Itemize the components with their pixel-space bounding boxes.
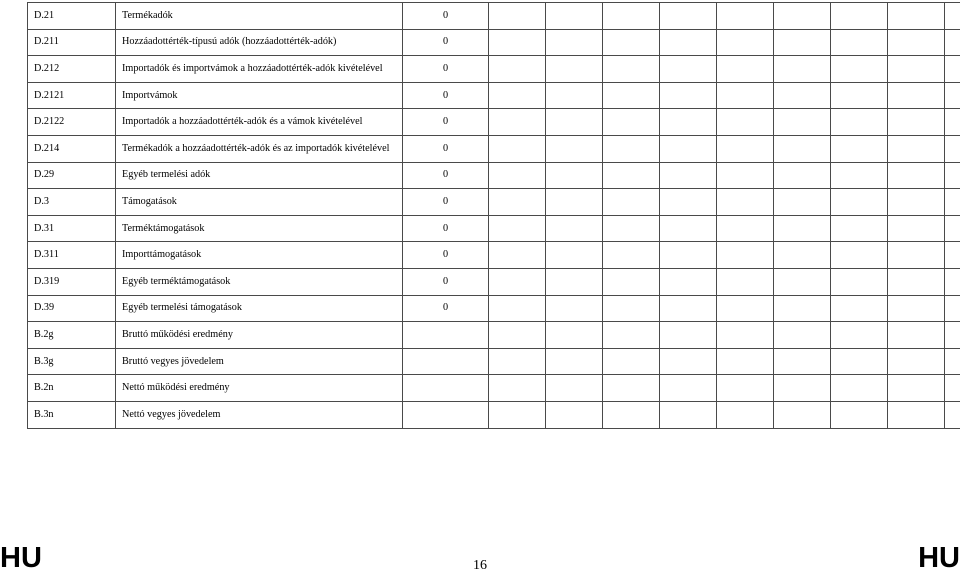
row-code-cell: B.2g xyxy=(28,322,116,349)
table-row xyxy=(28,295,960,322)
table-row xyxy=(28,162,960,189)
empty-cell xyxy=(489,162,546,189)
empty-cell xyxy=(888,29,945,56)
empty-cell xyxy=(603,348,660,375)
empty-cell xyxy=(489,215,546,242)
empty-cell xyxy=(660,3,717,30)
row-value-cell: 0 xyxy=(403,215,489,242)
row-code-cell: D.2121 xyxy=(28,82,116,109)
empty-cell xyxy=(660,162,717,189)
empty-cell xyxy=(603,242,660,269)
empty-cell xyxy=(546,3,603,30)
row-value-cell: 0 xyxy=(403,189,489,216)
empty-cell xyxy=(945,401,960,428)
empty-cell xyxy=(945,242,960,269)
row-value-cell: 0 xyxy=(403,109,489,136)
empty-cell xyxy=(660,375,717,402)
row-code-cell: D.31 xyxy=(28,215,116,242)
row-value-cell: 0 xyxy=(403,268,489,295)
empty-cell xyxy=(888,215,945,242)
row-code-cell: D.319 xyxy=(28,268,116,295)
empty-cell xyxy=(660,135,717,162)
empty-cell xyxy=(603,3,660,30)
empty-cell xyxy=(489,322,546,349)
empty-cell xyxy=(945,348,960,375)
row-code-cell: D.39 xyxy=(28,295,116,322)
table-row xyxy=(28,3,960,30)
empty-cell xyxy=(660,295,717,322)
row-value-cell: 0 xyxy=(403,135,489,162)
empty-cell xyxy=(546,56,603,83)
empty-cell xyxy=(660,348,717,375)
empty-cell xyxy=(546,295,603,322)
empty-cell xyxy=(603,215,660,242)
empty-cell xyxy=(831,295,888,322)
empty-cell xyxy=(888,189,945,216)
empty-cell xyxy=(546,135,603,162)
row-code-cell: D.211 xyxy=(28,29,116,56)
empty-cell xyxy=(546,215,603,242)
empty-cell xyxy=(774,189,831,216)
empty-cell xyxy=(660,322,717,349)
row-label-cell: Terméktámogatások xyxy=(116,215,403,242)
empty-cell xyxy=(489,109,546,136)
empty-cell xyxy=(717,268,774,295)
row-code-cell: D.21 xyxy=(28,3,116,30)
empty-cell xyxy=(660,29,717,56)
empty-cell xyxy=(489,295,546,322)
empty-cell xyxy=(660,401,717,428)
empty-cell xyxy=(774,322,831,349)
empty-cell xyxy=(603,82,660,109)
empty-cell xyxy=(774,29,831,56)
footer-country-code-left: HU xyxy=(0,542,42,574)
row-label-cell: Importadók a hozzáadottérték-adók és a vámok kivételével xyxy=(116,109,403,136)
table-row xyxy=(28,135,960,162)
empty-cell xyxy=(774,135,831,162)
row-value-cell: 0 xyxy=(403,29,489,56)
table-row xyxy=(28,375,960,402)
empty-cell xyxy=(945,3,960,30)
empty-cell xyxy=(546,189,603,216)
row-label-cell: Bruttó vegyes jövedelem xyxy=(116,348,403,375)
empty-cell xyxy=(774,375,831,402)
empty-cell xyxy=(489,268,546,295)
row-label-cell: Importvámok xyxy=(116,82,403,109)
row-value-cell: 0 xyxy=(403,56,489,83)
row-label-cell: Bruttó működési eredmény xyxy=(116,322,403,349)
empty-cell xyxy=(774,3,831,30)
empty-cell xyxy=(546,109,603,136)
empty-cell xyxy=(660,109,717,136)
accounts-table xyxy=(27,2,960,429)
empty-cell xyxy=(945,135,960,162)
empty-cell xyxy=(660,82,717,109)
empty-cell xyxy=(888,375,945,402)
empty-cell xyxy=(831,56,888,83)
empty-cell xyxy=(945,268,960,295)
empty-cell xyxy=(717,242,774,269)
empty-cell xyxy=(888,109,945,136)
row-label-cell: Nettó működési eredmény xyxy=(116,375,403,402)
table-row xyxy=(28,401,960,428)
empty-cell xyxy=(603,109,660,136)
row-label-cell: Importtámogatások xyxy=(116,242,403,269)
row-label-cell: Importadók és importvámok a hozzáadottérték-adók kivételével xyxy=(116,56,403,83)
empty-cell xyxy=(603,268,660,295)
empty-cell xyxy=(546,242,603,269)
empty-cell xyxy=(546,322,603,349)
empty-cell xyxy=(546,375,603,402)
empty-cell xyxy=(831,3,888,30)
empty-cell xyxy=(717,162,774,189)
empty-cell xyxy=(888,348,945,375)
empty-cell xyxy=(603,375,660,402)
empty-cell xyxy=(489,375,546,402)
empty-cell xyxy=(546,401,603,428)
empty-cell xyxy=(489,82,546,109)
empty-cell xyxy=(603,162,660,189)
empty-cell xyxy=(774,348,831,375)
empty-cell xyxy=(717,3,774,30)
empty-cell xyxy=(774,295,831,322)
empty-cell xyxy=(660,215,717,242)
empty-cell xyxy=(774,162,831,189)
row-code-cell: D.214 xyxy=(28,135,116,162)
row-label-cell: Egyéb termelési adók xyxy=(116,162,403,189)
empty-cell xyxy=(603,135,660,162)
empty-cell xyxy=(489,189,546,216)
empty-cell xyxy=(546,29,603,56)
row-label-cell: Termékadók a hozzáadottérték-adók és az importadók kivételével xyxy=(116,135,403,162)
row-label-cell: Egyéb termelési támogatások xyxy=(116,295,403,322)
table-row xyxy=(28,268,960,295)
empty-cell xyxy=(603,29,660,56)
empty-cell xyxy=(831,268,888,295)
empty-cell xyxy=(831,401,888,428)
row-label-cell: Hozzáadottérték-típusú adók (hozzáadottérték-adók) xyxy=(116,29,403,56)
empty-cell xyxy=(546,268,603,295)
empty-cell xyxy=(831,109,888,136)
empty-cell xyxy=(831,242,888,269)
empty-cell xyxy=(660,268,717,295)
empty-cell xyxy=(774,82,831,109)
row-value-cell xyxy=(403,375,489,402)
empty-cell xyxy=(660,56,717,83)
row-code-cell: D.311 xyxy=(28,242,116,269)
row-label-cell: Támogatások xyxy=(116,189,403,216)
row-code-cell: D.3 xyxy=(28,189,116,216)
empty-cell xyxy=(717,375,774,402)
empty-cell xyxy=(603,189,660,216)
empty-cell xyxy=(888,82,945,109)
empty-cell xyxy=(489,56,546,83)
empty-cell xyxy=(717,29,774,56)
row-label-cell: Egyéb terméktámogatások xyxy=(116,268,403,295)
empty-cell xyxy=(831,82,888,109)
empty-cell xyxy=(831,215,888,242)
empty-cell xyxy=(603,322,660,349)
empty-cell xyxy=(717,215,774,242)
empty-cell xyxy=(945,29,960,56)
empty-cell xyxy=(945,189,960,216)
row-code-cell: B.2n xyxy=(28,375,116,402)
table-row xyxy=(28,215,960,242)
empty-cell xyxy=(774,56,831,83)
empty-cell xyxy=(888,56,945,83)
page-number: 16 xyxy=(460,558,500,574)
row-value-cell: 0 xyxy=(403,3,489,30)
empty-cell xyxy=(831,375,888,402)
row-value-cell xyxy=(403,322,489,349)
empty-cell xyxy=(831,29,888,56)
empty-cell xyxy=(945,215,960,242)
row-value-cell: 0 xyxy=(403,242,489,269)
empty-cell xyxy=(774,215,831,242)
empty-cell xyxy=(489,401,546,428)
empty-cell xyxy=(717,135,774,162)
empty-cell xyxy=(717,348,774,375)
empty-cell xyxy=(945,162,960,189)
row-value-cell: 0 xyxy=(403,82,489,109)
table-row xyxy=(28,29,960,56)
empty-cell xyxy=(717,322,774,349)
empty-cell xyxy=(717,109,774,136)
row-code-cell: D.2122 xyxy=(28,109,116,136)
table-row xyxy=(28,109,960,136)
empty-cell xyxy=(717,189,774,216)
empty-cell xyxy=(603,295,660,322)
empty-cell xyxy=(831,135,888,162)
table-row xyxy=(28,189,960,216)
empty-cell xyxy=(831,348,888,375)
row-code-cell: D.29 xyxy=(28,162,116,189)
empty-cell xyxy=(489,348,546,375)
row-code-cell: B.3n xyxy=(28,401,116,428)
row-code-cell: B.3g xyxy=(28,348,116,375)
row-label-cell: Nettó vegyes jövedelem xyxy=(116,401,403,428)
table-row xyxy=(28,348,960,375)
empty-cell xyxy=(888,135,945,162)
empty-cell xyxy=(945,82,960,109)
empty-cell xyxy=(888,3,945,30)
empty-cell xyxy=(888,162,945,189)
empty-cell xyxy=(945,322,960,349)
empty-cell xyxy=(774,401,831,428)
empty-cell xyxy=(888,242,945,269)
empty-cell xyxy=(546,82,603,109)
empty-cell xyxy=(717,401,774,428)
empty-cell xyxy=(660,242,717,269)
empty-cell xyxy=(888,295,945,322)
empty-cell xyxy=(546,348,603,375)
empty-cell xyxy=(774,268,831,295)
table-row xyxy=(28,82,960,109)
empty-cell xyxy=(831,162,888,189)
empty-cell xyxy=(489,135,546,162)
empty-cell xyxy=(774,109,831,136)
empty-cell xyxy=(888,401,945,428)
empty-cell xyxy=(603,401,660,428)
table-row xyxy=(28,56,960,83)
empty-cell xyxy=(717,295,774,322)
empty-cell xyxy=(717,56,774,83)
empty-cell xyxy=(888,322,945,349)
empty-cell xyxy=(717,82,774,109)
empty-cell xyxy=(660,189,717,216)
row-value-cell: 0 xyxy=(403,295,489,322)
empty-cell xyxy=(945,375,960,402)
table-row xyxy=(28,242,960,269)
empty-cell xyxy=(489,242,546,269)
empty-cell xyxy=(603,56,660,83)
empty-cell xyxy=(888,268,945,295)
empty-cell xyxy=(945,56,960,83)
empty-cell xyxy=(489,29,546,56)
row-label-cell: Termékadók xyxy=(116,3,403,30)
row-value-cell xyxy=(403,401,489,428)
accounts-table-body xyxy=(28,3,960,429)
empty-cell xyxy=(945,109,960,136)
footer-country-code-right: HU xyxy=(918,542,960,574)
empty-cell xyxy=(831,322,888,349)
empty-cell xyxy=(546,162,603,189)
row-value-cell xyxy=(403,348,489,375)
empty-cell xyxy=(489,3,546,30)
table-row xyxy=(28,322,960,349)
empty-cell xyxy=(774,242,831,269)
row-code-cell: D.212 xyxy=(28,56,116,83)
empty-cell xyxy=(945,295,960,322)
row-value-cell: 0 xyxy=(403,162,489,189)
empty-cell xyxy=(831,189,888,216)
